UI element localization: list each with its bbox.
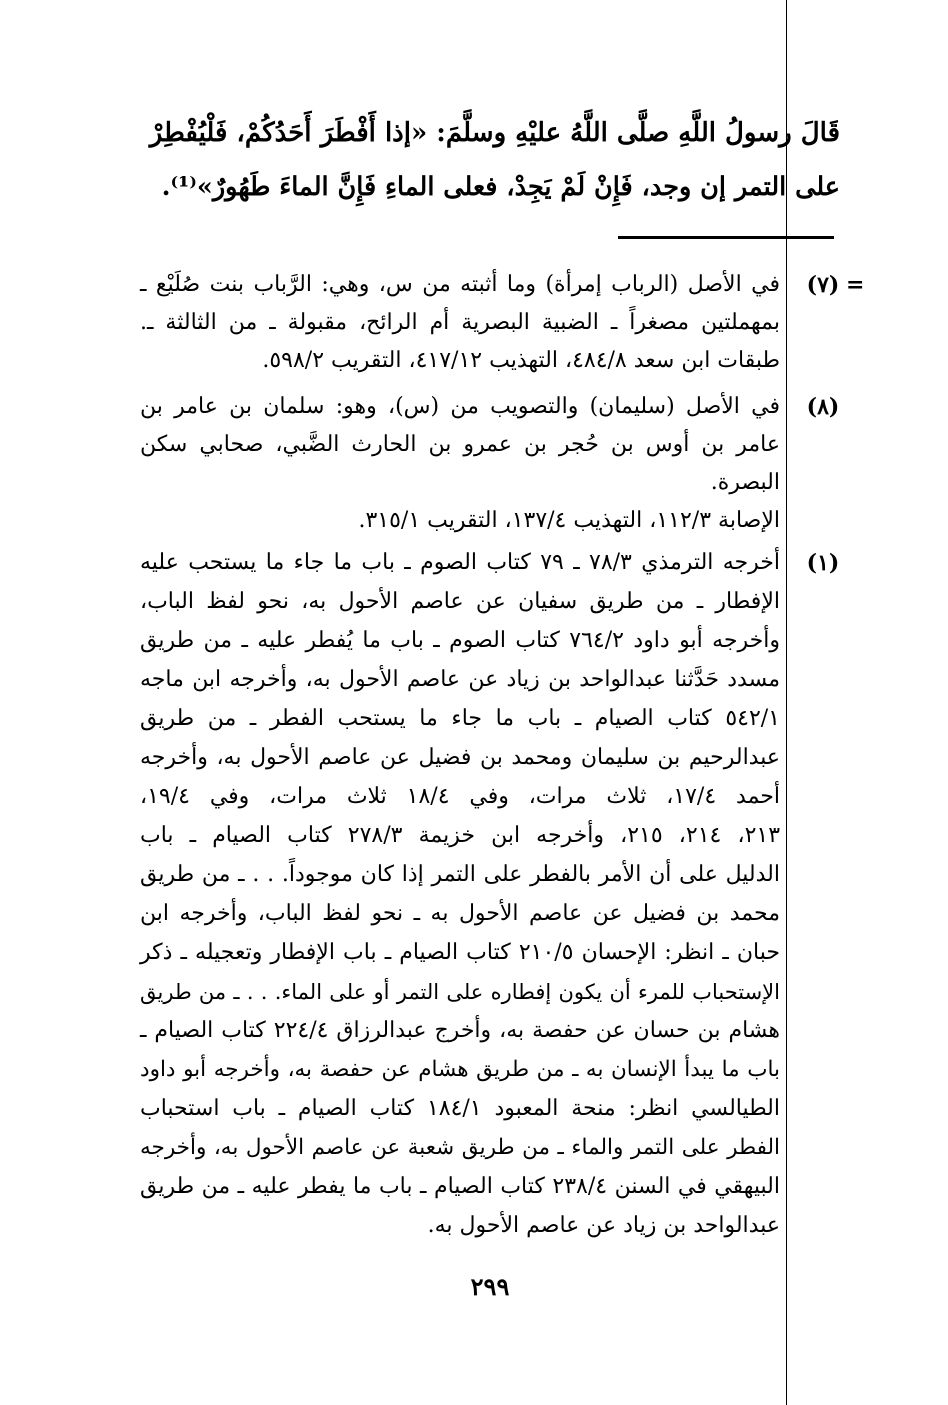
footnote-1-line: الدليل على أن الأمر بالفطر على التمر إذا كان موجوداً. . . ـ من طريق <box>140 862 780 887</box>
footnote-8-line: عامر بن أوس بن حُجر بن عمرو بن الحارث الضَّبي، صحابي سكن <box>140 432 780 457</box>
footnote-1-line: ٢١٣، ٢١٤، ٢١٥، وأخرجه ابن خزيمة ٢٧٨/٣ كتاب الصيام ـ باب <box>140 823 781 848</box>
footnote-1-line: مسدد حَدَّثنا عبدالواحد بن زياد عن عاصم الأحول به، وأخرجه ابن ماجه <box>140 667 780 692</box>
footnote-1-line: عبدالواحد بن زياد عن عاصم الأحول به. <box>427 1213 780 1238</box>
footnote-1-line: باب ما يبدأ الإنسان به ـ من طريق هشام عن حفصة به، وأخرجه أبو داود <box>140 1057 780 1082</box>
main-text-line-2: على التمر إن وجد، فَإِنْ لَمْ يَجِدْ، فعلى الماءِ فَإِنَّ الماءَ طَهُورٌ»⁽¹⁾. <box>161 172 840 202</box>
footnote-8-line: الإصابة ١١٢/٣، التهذيب ١٣٧/٤، التقريب ٣١٥/١. <box>358 508 780 533</box>
page-number: ٢٩٩ <box>470 1272 510 1301</box>
footnote-1-line: الفطر على التمر والماء ـ من طريق شعبة عن عاصم الأحول به، وأخرجه <box>140 1135 780 1160</box>
footnote-number-8: (٨) <box>806 394 840 420</box>
footnote-7-line: في الأصل (الرباب إمرأة) وما أثبته من س، وهي: الرَّباب بنت صُلَيْع ـ <box>140 272 780 297</box>
footnote-1-line: عبدالرحيم بن سليمان ومحمد بن فضيل عن عاصم الأحول به، وأخرجه <box>140 745 780 770</box>
footnote-1-line: حبان ـ انظر: الإحسان ٢١٠/٥ كتاب الصيام ـ باب الإفطار وتعجيله ـ ذكر <box>140 940 780 965</box>
footnote-1-line: وأخرجه أبو داود ٧٦٤/٢ كتاب الصوم ـ باب ما يُفطر عليه ـ من طريق <box>140 628 780 653</box>
main-text-line-1: قَالَ رسولُ اللَّهِ صلَّى اللَّهُ عليْهِ وسلَّمَ: «إذا أَفْطَرَ أَحَدُكُمْ، فَلْيُفْطِرْ <box>149 118 840 148</box>
continuation-mark: = <box>846 272 865 298</box>
footnote-number-1: (١) <box>806 550 840 576</box>
footnote-1-line: محمد بن فضيل عن عاصم الأحول به ـ نحو لفظ الباب، وأخرجه ابن <box>140 901 780 926</box>
footnote-7-line: طبقات ابن سعد ٤٨٤/٨، التهذيب ٤١٧/١٢، التقريب ٥٩٨/٢. <box>262 348 780 373</box>
footnote-separator <box>618 236 834 239</box>
footnote-8-line: البصرة. <box>710 470 780 495</box>
footnote-1-line: البيهقي في السنن ٢٣٨/٤ كتاب الصيام ـ باب ما يفطر عليه ـ من طريق <box>140 1174 781 1199</box>
footnote-number-7: (٧) <box>806 272 840 298</box>
footnote-8-line: في الأصل (سليمان) والتصويب من (س)، وهو: سلمان بن عامر بن <box>140 394 780 419</box>
footnote-7-line: بمهملتين مصغراً ـ الضبية البصرية أم الرائح، مقبولة ـ من الثالثة ـ. <box>140 310 780 335</box>
footnote-1-line: هشام بن حسان عن حفصة به، وأخرج عبدالرزاق ٢٢٤/٤ كتاب الصيام ـ <box>140 1018 781 1043</box>
footnote-1-line: الطيالسي انظر: منحة المعبود ١٨٤/١ كتاب الصيام ـ باب استحباب <box>140 1096 780 1121</box>
footnote-1-line: أحمد ١٧/٤، ثلاث مرات، وفي ١٨/٤ ثلاث مرات، وفي ١٩/٤، <box>140 784 780 809</box>
footnote-1-line: ٥٤٢/١ كتاب الصيام ـ باب ما جاء ما يستحب الفطر ـ من طريق <box>140 706 780 731</box>
footnote-1-line: الإستحباب للمرء أن يكون إفطاره على التمر أو على الماء. . . ـ من طريق <box>140 980 780 1004</box>
footnote-1-line: الإفطار ـ من طريق سفيان عن عاصم الأحول به، نحو لفظ الباب، <box>140 589 780 614</box>
footnote-1-line: أخرجه الترمذي ٧٨/٣ ـ ٧٩ كتاب الصوم ـ باب ما جاء ما يستحب عليه <box>140 550 780 575</box>
